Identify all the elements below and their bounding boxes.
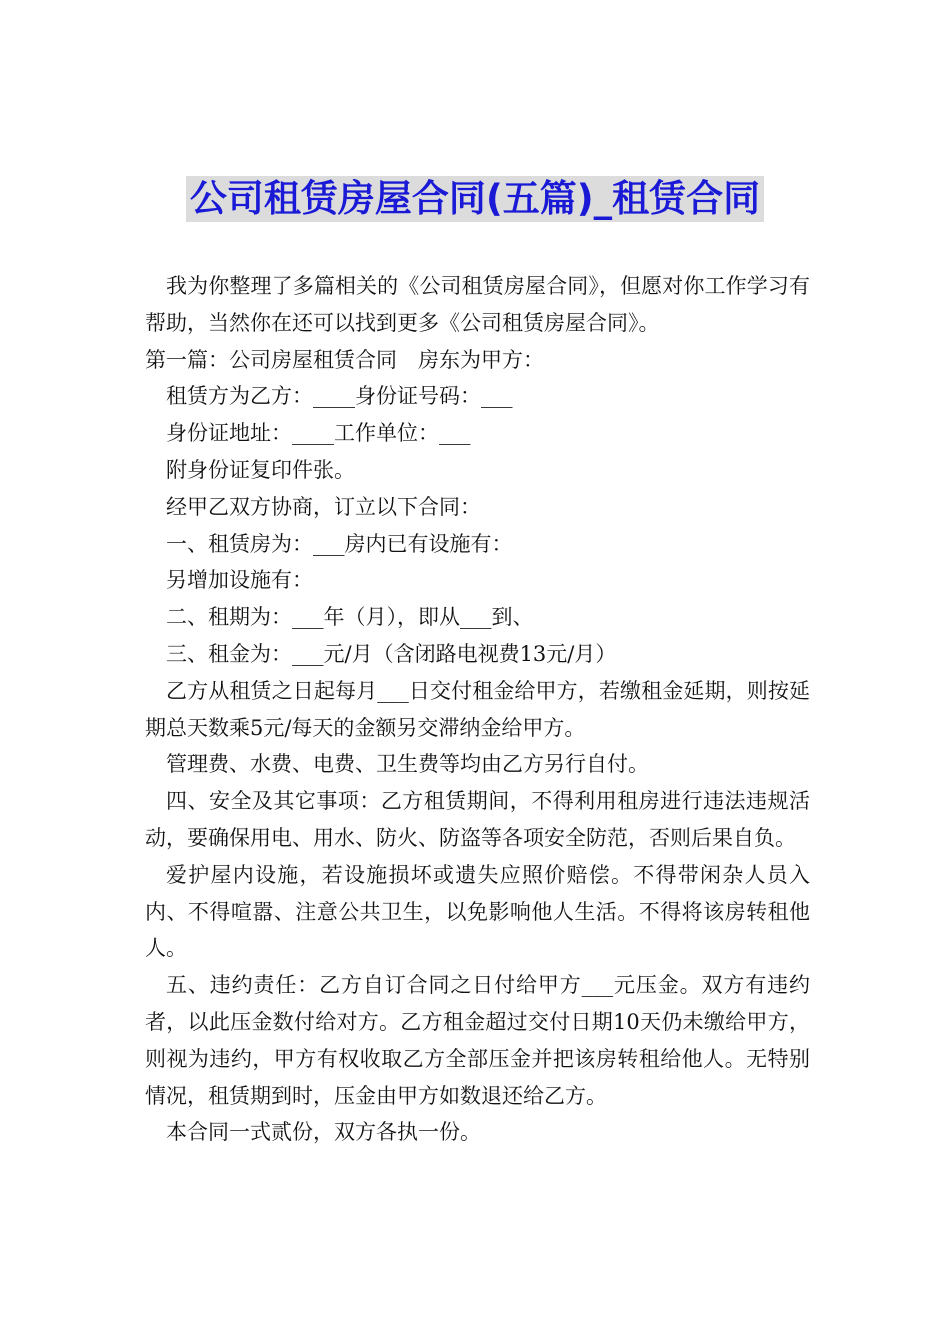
paragraph: 四、安全及其它事项：乙方租赁期间，不得利用租房进行违法违规活动，要确保用电、用水、防火、防盗等各项安全防范，否则后果自负。 xyxy=(145,789,810,850)
paragraph: 我为你整理了多篇相关的《公司租赁房屋合同》，但愿对你工作学习有帮助，当然你在还可以找到更多《公司租赁房屋合同》。 xyxy=(145,274,810,335)
paragraph: 一、租赁房为：___房内已有设施有： xyxy=(166,531,513,556)
paragraph: 租赁方为乙方：____身份证号码：___ xyxy=(166,384,513,409)
paragraph: 三、租金为：___元/月（含闭路电视费13元/月） xyxy=(166,641,617,666)
paragraph: 经甲乙双方协商，订立以下合同： xyxy=(166,494,481,519)
paragraph: 二、租期为：___年（月），即从___到、 xyxy=(166,605,534,630)
paragraph: 本合同一式贰份，双方各执一份。 xyxy=(166,1120,481,1145)
paragraph: 爱护屋内设施，若设施损坏或遗失应照价赔偿。不得带闲杂人员入内、不得喧嚣、注意公共卫生，以免影响他人生活。不得将该房转租他人。 xyxy=(145,862,810,961)
paragraph: 身份证地址：____工作单位：___ xyxy=(166,421,471,446)
paragraph: 第一篇：公司房屋租赁合同 房东为甲方： xyxy=(145,347,544,372)
paragraph: 管理费、水费、电费、卫生费等均由乙方另行自付。 xyxy=(166,752,649,777)
paragraph: 五、违约责任：乙方自订合同之日付给甲方___元压金。双方有违约者，以此压金数付给对方。乙方租金超过交付日期10天仍未缴给甲方，则视为违约，甲方有权收取乙方全部压金并把该房转租给他人。无特别情况，租赁期到时，压金由甲方如数退还给乙方。 xyxy=(145,973,810,1108)
paragraph: 附身份证复印件张。 xyxy=(166,457,355,482)
document-body xyxy=(145,268,810,1151)
paragraph: 另增加设施有： xyxy=(166,568,313,593)
paragraph: 乙方从租赁之日起每月___日交付租金给甲方，若缴租金延期，则按延期总天数乘5元/每天的金额另交滞纳金给甲方。 xyxy=(145,678,810,740)
title-container xyxy=(0,176,950,222)
document-title: 公司租赁房屋合同(五篇)_租赁合同 xyxy=(186,176,764,222)
